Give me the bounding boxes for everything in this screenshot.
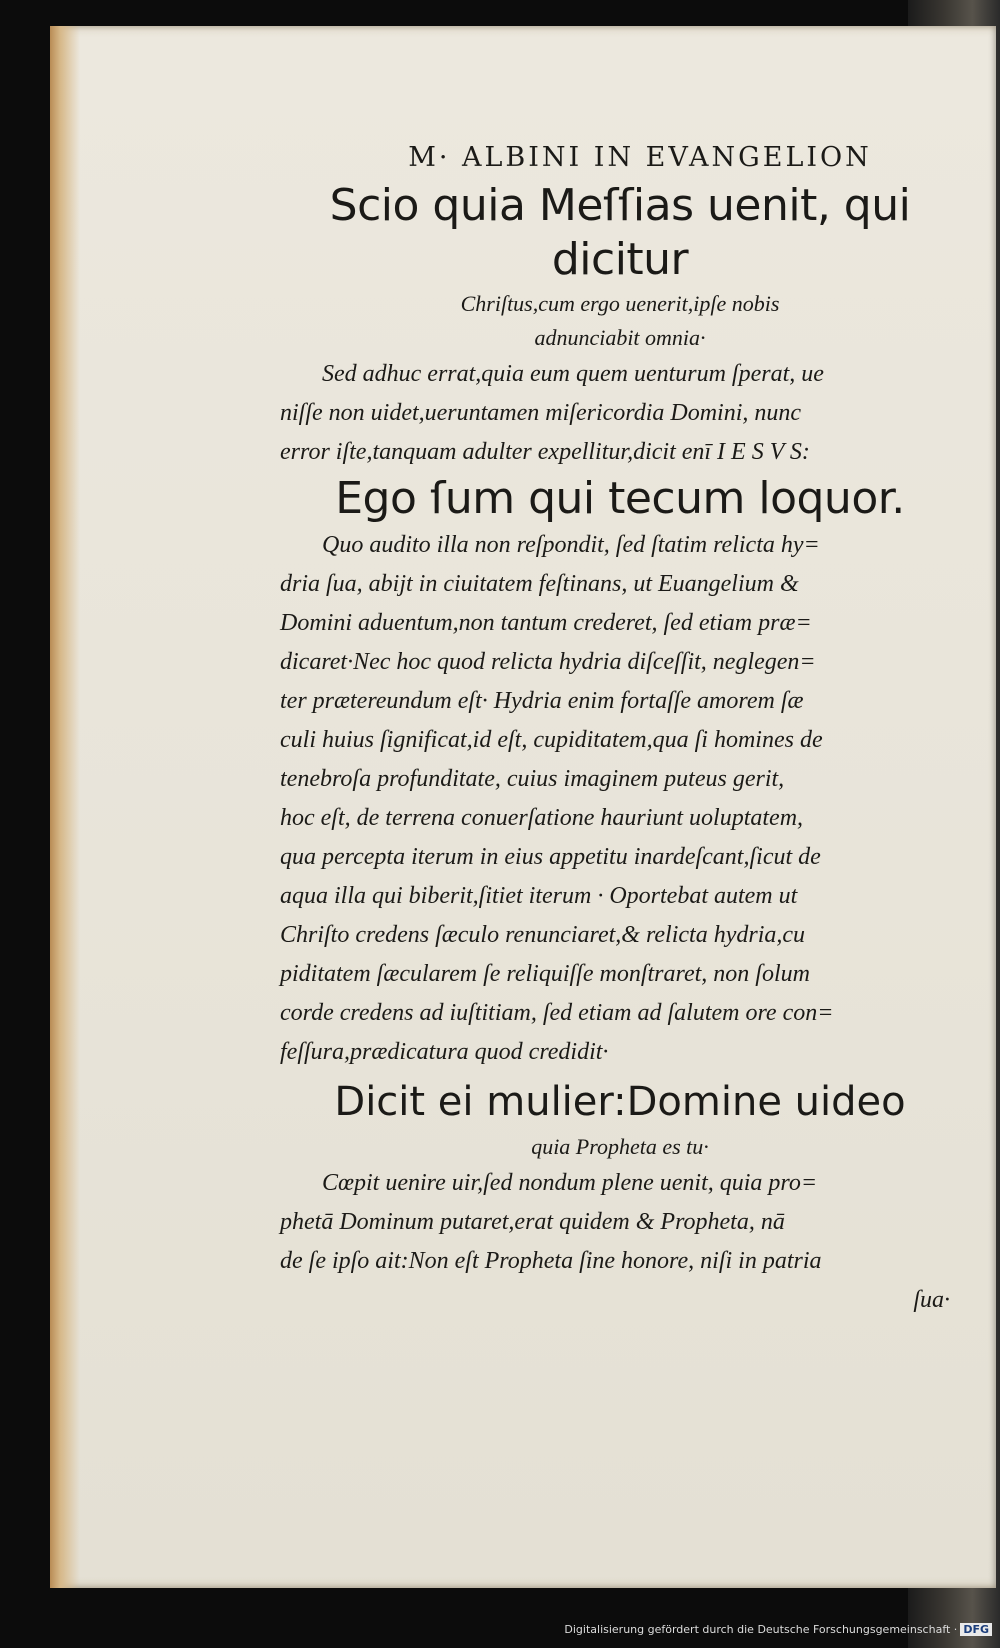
- text-line: tenebroſa profunditate, cuius imaginem puteus gerit,: [280, 766, 785, 792]
- text-line: Quo audito illa non reſpondit, ſed ſtatim relicta hy=: [322, 532, 820, 558]
- credit-text: Digitalisierung gefördert durch die Deutsche Forschungsgemeinschaft ·: [564, 1623, 958, 1636]
- commentary-paragraph-1: [280, 355, 960, 472]
- text-line: qua percepta iterum in eius appetitu inardeſcant,ſicut de: [280, 844, 821, 870]
- text-line: corde credens ad iuſtitiam, ſed etiam ad ſalutem ore con=: [280, 1000, 834, 1026]
- text-line: hoc eſt, de terrena conuerſatione hauriunt uoluptatem,: [280, 805, 804, 831]
- text-line: error iſte,tanquam adulter expellitur,dicit enī I E S V S:: [280, 439, 810, 465]
- lemma-continuation-1b: adnunciabit omnia·: [534, 325, 706, 350]
- text-line: aqua illa qui biberit,ſitiet iterum · Oportebat autem ut: [280, 883, 798, 909]
- text-line: feſſura,prædicatura quod credidit·: [280, 1039, 609, 1065]
- running-head: M· ALBINI IN EVANGELION: [408, 142, 872, 173]
- dfg-logo: DFG: [960, 1623, 992, 1636]
- text-line: Chriſto credens ſæculo renunciaret,& relicta hydria,cu: [280, 922, 806, 948]
- lemma-heading-1: Scio quia Meſſias uenit, qui dicitur: [329, 180, 911, 285]
- text-line: dria ſua, abijt in ciuitatem feſtinans, ut Euangelium &: [280, 571, 799, 597]
- text-line: dicaret·Nec hoc quod relicta hydria diſceſſit, neglegen=: [280, 649, 816, 675]
- text-line-end: ſua·: [913, 1287, 950, 1313]
- commentary-paragraph-2: [280, 526, 960, 1072]
- text-line: Cœpit uenire uir,ſed nondum plene uenit, quia pro=: [322, 1170, 818, 1196]
- text-line: piditatem ſæcularem ſe reliquiſſe monſtraret, non ſolum: [280, 961, 810, 987]
- lemma-continuation-1a: Chriſtus,cum ergo uenerit,ipſe nobis: [460, 291, 780, 316]
- text-line: culi huius ſignificat,id eſt, cupiditatem,qua ſi homines de: [280, 727, 823, 753]
- text-line: ter prætereundum eſt· Hydria enim fortaſſe amorem ſæ: [280, 688, 804, 714]
- text-line: phetā Dominum putaret,erat quidem & Propheta, nā: [280, 1209, 785, 1235]
- text-line: Sed adhuc errat,quia eum quem uenturum ſperat, ue: [322, 361, 824, 387]
- text-line: de ſe ipſo ait:Non eſt Propheta ſine honore, niſi in patria: [280, 1248, 822, 1274]
- book-page: [50, 26, 996, 1588]
- lemma-heading-2: Ego ſum qui tecum loquor.: [335, 473, 905, 524]
- commentary-paragraph-3: [280, 1164, 960, 1320]
- text-line: niſſe non uidet,ueruntamen miſericordia Domini, nunc: [280, 400, 802, 426]
- lemma-continuation-3: quia Propheta es tu·: [531, 1134, 709, 1159]
- page-text-block: [280, 118, 960, 1320]
- text-line: Domini aduentum,non tantum crederet, ſed etiam præ=: [280, 610, 812, 636]
- lemma-heading-3: Dicit ei mulier:Domine uideo: [334, 1079, 906, 1125]
- digitization-credit: [564, 1623, 992, 1636]
